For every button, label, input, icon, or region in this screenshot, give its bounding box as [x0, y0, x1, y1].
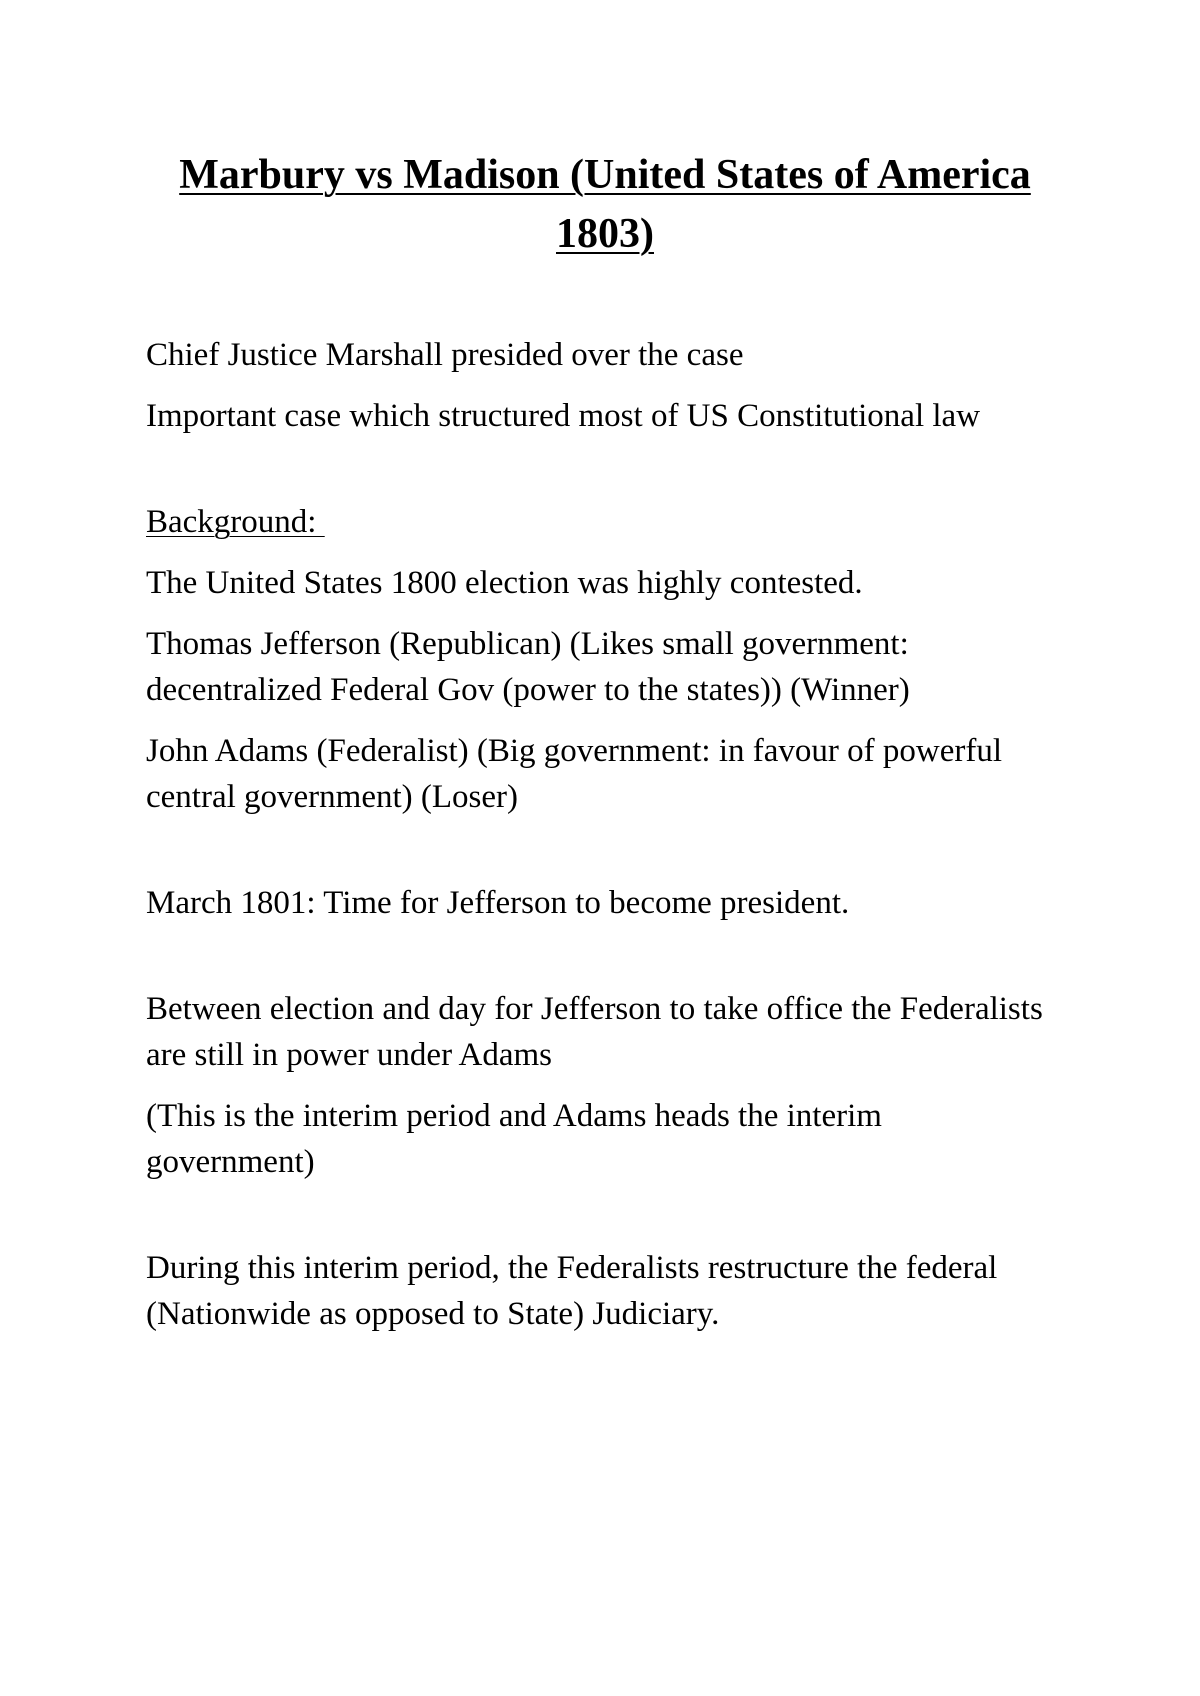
document-title: Marbury vs Madison (United States of America 1803)	[179, 152, 1031, 257]
paragraph-interim-period: (This is the interim period and Adams heads the interim government)	[146, 1098, 882, 1180]
paragraph-march-1801: March 1801: Time for Jefferson to become president.	[146, 885, 850, 921]
paragraph-judiciary-restructure: During this interim period, the Federalists restructure the federal (Nationwide as opposed to State) Judiciary.	[146, 1250, 998, 1332]
paragraph-election: The United States 1800 election was highly contested.	[146, 565, 863, 601]
paragraph-adams: John Adams (Federalist) (Big government: in favour of powerful central government) (Loser)	[146, 733, 1002, 815]
paragraph-case-importance: Important case which structured most of US Constitutional law	[146, 398, 981, 434]
background-heading: Background:	[146, 504, 325, 540]
paragraph-interim-power: Between election and day for Jefferson to take office the Federalists are still in power under Adams	[146, 991, 1043, 1073]
document-body	[146, 332, 1046, 1352]
background-heading-line	[146, 499, 1046, 545]
paragraph-jefferson: Thomas Jefferson (Republican) (Likes small government: decentralized Federal Gov (power to the states)) (Winner)	[146, 626, 910, 708]
paragraph-presiding-judge: Chief Justice Marshall presided over the case	[146, 337, 744, 373]
